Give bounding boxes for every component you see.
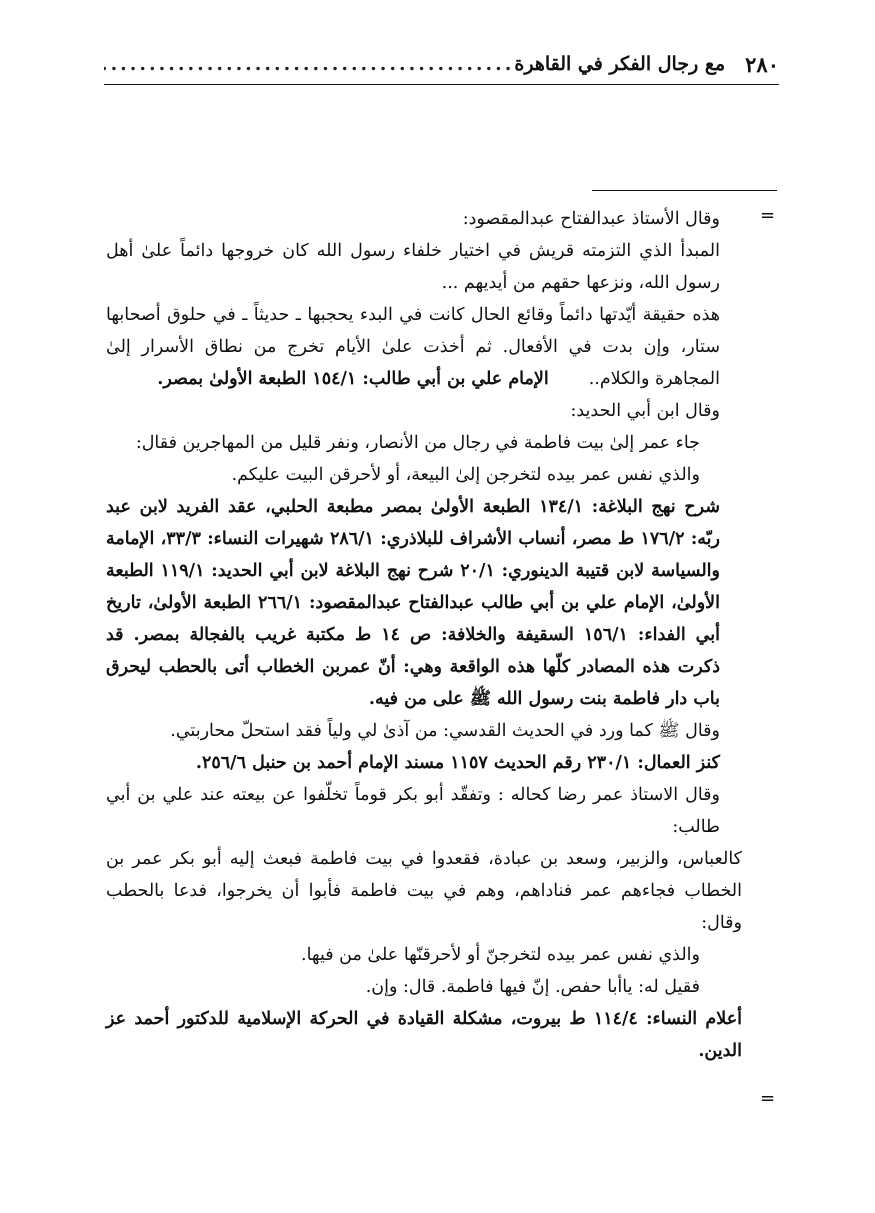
continuation-marker-bottom: = — [760, 1088, 776, 1109]
source-citation: كنز العمال: ٢٣٠/١ رقم الحديث ١١٥٧ مسند الإمام أحمد بن حنبل ٢٥٦/٦. — [195, 753, 720, 773]
inline-reference: الإمام علي بن أبي طالب: ١٥٤/١ الطبعة الأولىٰ بمصر. — [157, 369, 549, 389]
footnote-rule — [592, 190, 777, 191]
page-number: ٢٨٠ — [745, 51, 779, 77]
quote-line: والذي نفس عمر بيده لتخرجنّ أو لأحرقنّها علىٰ من فيها. — [301, 945, 700, 965]
source-citation: أعلام النساء: ١١٤/٤ ط بيروت، مشكلة القيادة في الحركة الإسلامية للدكتور أحمد عز الدين. — [106, 1009, 743, 1061]
paragraph: هذه حقيقة أيّدتها دائماً وقائع الحال كانت في البدء يحجبها ـ حديثاً ـ في حلوق أصحابها ستار، وإن بدت في الأفعال. ثم أخذت علىٰ الأيام تخرج من نطاق الأسرار إلىٰ المجاهرة والكلام..الإمام علي بن أبي طالب: ١٥٤/١ الطبعة الأولىٰ بمصر. — [106, 305, 720, 389]
paragraph: وقال الاستاذ عمر رضا كحاله : وتفقّد أبو بكر قوماً تخلّفوا عن بيعته عند علي بن أبي طالب: — [106, 785, 720, 837]
footnote-body — [106, 203, 742, 1067]
quote-line: فقيل له: ياأبا حفص. إنّ فيها فاطمة. قال: وإن. — [365, 977, 700, 997]
paragraph: وقال ﷺ كما ورد في الحديث القدسي: من آذىٰ لي ولياً فقد استحلّ محاربتي. — [170, 721, 720, 741]
continuation-marker-top: = — [760, 205, 776, 226]
paragraph: وقال ابن أبي الحديد: — [570, 401, 720, 421]
paragraph: المبدأ الذي التزمته قريش في اختيار خلفاء رسول الله كان خروجها دائماً علىٰ أهل رسول الله، ونزعها حقهم من أيديهم ... — [106, 241, 720, 293]
page-header — [104, 44, 779, 85]
leader-dots — [104, 53, 514, 75]
quote-line: جاء عمر إلىٰ بيت فاطمة في رجال من الأنصار، ونفر قليل من المهاجرين فقال: — [135, 433, 700, 453]
quote-line: والذي نفس عمر بيده لتخرجن إلىٰ البيعة، أو لأحرقن البيت عليكم. — [231, 465, 700, 485]
paragraph: كالعباس، والزبير، وسعد بن عبادة، فقعدوا في بيت فاطمة فبعث إليه أبو بكر عمر بن الخطاب فجاءهم عمر فناداهم، وهم في بيت فاطمة فأبوا أن يخرجوا، فدعا بالحطب وقال: — [106, 849, 742, 933]
source-citation: شرح نهج البلاغة: ١٣٤/١ الطبعة الأولىٰ بمصر مطبعة الحلبي، عقد الفريد لابن عبد ربّه: ١٧٦/٢ ط مصر، أنساب الأشراف للبلاذري: ٢٨٦/١ شهيرات النساء: ٣٣/٣، الإمامة والسياسة لابن قتيبة الدينوري: ٢٠/١ شرح نهج البلاغة لابن أبي الحديد: ١١٩/١ الطبعة الأولىٰ، الإمام علي بن أبي طالب عبدالفتاح عبدالمقصود: ٢٦٦/١ الطبعة الأولىٰ، تاريخ أبي الفداء: ١٥٦/١ السقيفة والخلافة: ص ١٤ ط مكتبة غريب بالفجالة بمصر. قد ذكرت هذه المصادر كلّها هذه الواقعة وهي: أنّ عمربن الخطاب أتى بالحطب ليحرق باب دار فاطمة بنت رسول الله ﷺ على من فيه. — [106, 497, 720, 709]
running-title: مع رجال الفكر في القاهرة — [514, 53, 726, 75]
paragraph: وقال الأستاذ عبدالفتاح عبدالمقصود: — [462, 209, 720, 229]
